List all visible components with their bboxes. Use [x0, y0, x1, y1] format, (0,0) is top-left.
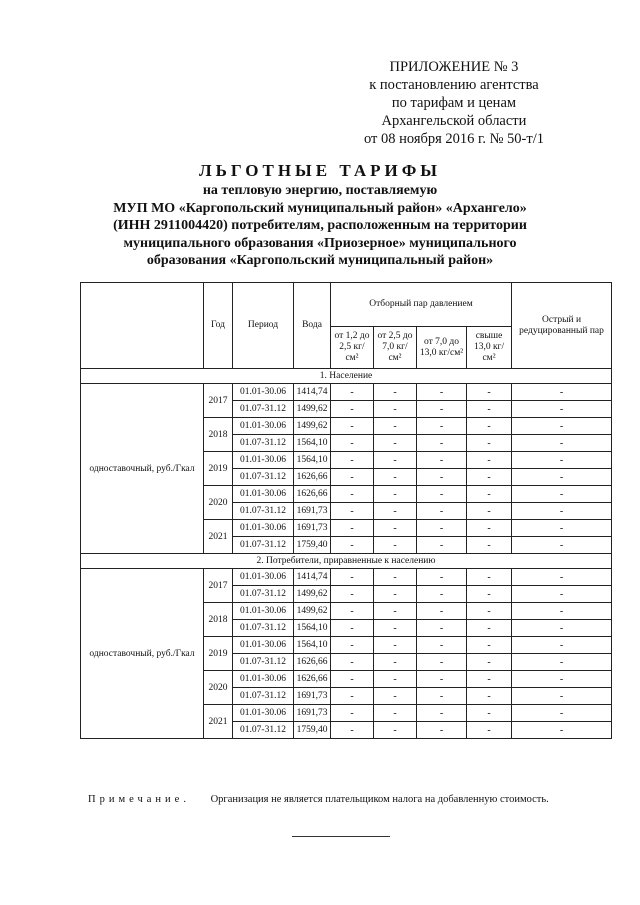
annex-date: от 08 ноября 2016 г. № 50-т/1 — [363, 131, 544, 147]
header-period: Период — [233, 283, 294, 369]
empty-tariff-cell: - — [374, 503, 417, 520]
empty-tariff-cell: - — [331, 452, 374, 469]
empty-tariff-cell: - — [374, 586, 417, 603]
water-tariff-cell: 1691,73 — [294, 503, 331, 520]
empty-tariff-cell: - — [374, 705, 417, 722]
empty-tariff-cell: - — [467, 671, 512, 688]
period-cell: 01.01-30.06 — [233, 603, 294, 620]
year-cell: 2019 — [204, 452, 233, 486]
empty-tariff-cell: - — [374, 418, 417, 435]
annex-line-4: Архангельской области — [381, 113, 527, 129]
period-cell: 01.07-31.12 — [233, 401, 294, 418]
period-cell: 01.01-30.06 — [233, 452, 294, 469]
empty-tariff-cell: - — [331, 586, 374, 603]
water-tariff-cell: 1499,62 — [294, 603, 331, 620]
tariffs-body — [81, 369, 612, 739]
period-cell: 01.01-30.06 — [233, 418, 294, 435]
title-block — [0, 160, 640, 270]
empty-tariff-cell: - — [512, 688, 612, 705]
water-tariff-cell: 1759,40 — [294, 537, 331, 554]
empty-tariff-cell: - — [467, 503, 512, 520]
empty-tariff-cell: - — [417, 620, 467, 637]
table-row — [81, 569, 612, 586]
water-tariff-cell: 1564,10 — [294, 637, 331, 654]
empty-tariff-cell: - — [331, 418, 374, 435]
note-label: Примечание. — [88, 794, 190, 805]
period-cell: 01.07-31.12 — [233, 537, 294, 554]
year-cell: 2021 — [204, 520, 233, 554]
water-tariff-cell: 1626,66 — [294, 469, 331, 486]
header-year: Год — [204, 283, 233, 369]
empty-tariff-cell: - — [417, 722, 467, 739]
empty-tariff-cell: - — [374, 520, 417, 537]
empty-tariff-cell: - — [512, 520, 612, 537]
empty-tariff-cell: - — [331, 688, 374, 705]
empty-tariff-cell: - — [417, 401, 467, 418]
empty-tariff-cell: - — [417, 503, 467, 520]
empty-tariff-cell: - — [331, 435, 374, 452]
empty-tariff-cell: - — [417, 688, 467, 705]
empty-tariff-cell: - — [417, 418, 467, 435]
empty-tariff-cell: - — [467, 384, 512, 401]
water-tariff-cell: 1691,73 — [294, 688, 331, 705]
annex-number: ПРИЛОЖЕНИЕ № 3 — [389, 59, 519, 75]
empty-tariff-cell: - — [331, 603, 374, 620]
section-row — [81, 554, 612, 569]
year-cell: 2018 — [204, 603, 233, 637]
empty-tariff-cell: - — [467, 654, 512, 671]
empty-tariff-cell: - — [374, 722, 417, 739]
year-cell: 2017 — [204, 384, 233, 418]
period-cell: 01.07-31.12 — [233, 722, 294, 739]
water-tariff-cell: 1499,62 — [294, 418, 331, 435]
empty-tariff-cell: - — [467, 537, 512, 554]
empty-tariff-cell: - — [467, 435, 512, 452]
empty-tariff-cell: - — [374, 486, 417, 503]
tariffs-table — [80, 282, 612, 739]
subtitle-line-2: МУП МО «Каргопольский муниципальный район» «Архангело» — [113, 200, 527, 216]
empty-tariff-cell: - — [512, 722, 612, 739]
empty-tariff-cell: - — [374, 569, 417, 586]
period-cell: 01.01-30.06 — [233, 520, 294, 537]
empty-tariff-cell: - — [417, 569, 467, 586]
water-tariff-cell: 1564,10 — [294, 620, 331, 637]
period-cell: 01.01-30.06 — [233, 637, 294, 654]
tariff-type-label: одноставочный, руб./Гкал — [81, 384, 204, 554]
period-cell: 01.07-31.12 — [233, 503, 294, 520]
year-cell: 2019 — [204, 637, 233, 671]
empty-tariff-cell: - — [512, 654, 612, 671]
empty-tariff-cell: - — [467, 620, 512, 637]
empty-tariff-cell: - — [467, 586, 512, 603]
period-cell: 01.01-30.06 — [233, 569, 294, 586]
empty-tariff-cell: - — [512, 603, 612, 620]
empty-tariff-cell: - — [512, 569, 612, 586]
empty-tariff-cell: - — [374, 469, 417, 486]
empty-tariff-cell: - — [331, 503, 374, 520]
empty-tariff-cell: - — [467, 469, 512, 486]
water-tariff-cell: 1414,74 — [294, 569, 331, 586]
header-blank — [81, 283, 204, 369]
empty-tariff-cell: - — [467, 603, 512, 620]
empty-tariff-cell: - — [417, 705, 467, 722]
empty-tariff-cell: - — [374, 452, 417, 469]
tariff-type-label: одноставочный, руб./Гкал — [81, 569, 204, 739]
water-tariff-cell: 1691,73 — [294, 705, 331, 722]
empty-tariff-cell: - — [374, 435, 417, 452]
empty-tariff-cell: - — [417, 671, 467, 688]
section-row — [81, 369, 612, 384]
note-text: Организация не является плательщиком налога на добавленную стоимость. — [210, 794, 549, 805]
empty-tariff-cell: - — [417, 537, 467, 554]
empty-tariff-cell: - — [331, 569, 374, 586]
empty-tariff-cell: - — [374, 401, 417, 418]
empty-tariff-cell: - — [417, 384, 467, 401]
annex-line-2: к постановлению агентства — [369, 77, 539, 93]
divider-line — [292, 836, 390, 837]
period-cell: 01.01-30.06 — [233, 705, 294, 722]
water-tariff-cell: 1499,62 — [294, 586, 331, 603]
section-title: 1. Население — [81, 369, 612, 384]
empty-tariff-cell: - — [331, 401, 374, 418]
empty-tariff-cell: - — [331, 384, 374, 401]
period-cell: 01.07-31.12 — [233, 586, 294, 603]
header-steam-3: от 7,0 до 13,0 кг/см² — [417, 327, 467, 369]
empty-tariff-cell: - — [417, 520, 467, 537]
empty-tariff-cell: - — [374, 688, 417, 705]
period-cell: 01.01-30.06 — [233, 384, 294, 401]
section-title: 2. Потребители, приравненные к населению — [81, 554, 612, 569]
period-cell: 01.07-31.12 — [233, 654, 294, 671]
header-steam-1: от 1,2 до 2,5 кг/см² — [331, 327, 374, 369]
subtitle-line-4: муниципального образования «Приозерное» муниципального — [123, 235, 517, 251]
water-tariff-cell: 1564,10 — [294, 452, 331, 469]
subtitle-line-1: на тепловую энергию, поставляемую — [202, 183, 438, 198]
period-cell: 01.07-31.12 — [233, 620, 294, 637]
empty-tariff-cell: - — [374, 671, 417, 688]
empty-tariff-cell: - — [417, 452, 467, 469]
empty-tariff-cell: - — [331, 620, 374, 637]
empty-tariff-cell: - — [512, 537, 612, 554]
empty-tariff-cell: - — [512, 620, 612, 637]
empty-tariff-cell: - — [467, 705, 512, 722]
empty-tariff-cell: - — [374, 620, 417, 637]
empty-tariff-cell: - — [512, 637, 612, 654]
empty-tariff-cell: - — [467, 637, 512, 654]
empty-tariff-cell: - — [467, 418, 512, 435]
subtitle-line-5: образования «Каргопольский муниципальный район» — [146, 253, 494, 268]
empty-tariff-cell: - — [467, 688, 512, 705]
empty-tariff-cell: - — [467, 569, 512, 586]
header-sharp-steam: Острый и редуцированный пар — [512, 283, 612, 369]
empty-tariff-cell: - — [417, 637, 467, 654]
water-tariff-cell: 1691,73 — [294, 520, 331, 537]
empty-tariff-cell: - — [374, 654, 417, 671]
header-steam-4: свыше 13,0 кг/см² — [467, 327, 512, 369]
period-cell: 01.07-31.12 — [233, 469, 294, 486]
water-tariff-cell: 1499,62 — [294, 401, 331, 418]
table-row — [81, 384, 612, 401]
water-tariff-cell: 1626,66 — [294, 486, 331, 503]
document-title: ЛЬГОТНЫЕ ТАРИФЫ — [198, 161, 442, 180]
empty-tariff-cell: - — [467, 722, 512, 739]
empty-tariff-cell: - — [467, 401, 512, 418]
empty-tariff-cell: - — [417, 435, 467, 452]
period-cell: 01.01-30.06 — [233, 671, 294, 688]
empty-tariff-cell: - — [374, 637, 417, 654]
empty-tariff-cell: - — [374, 384, 417, 401]
year-cell: 2017 — [204, 569, 233, 603]
empty-tariff-cell: - — [512, 469, 612, 486]
empty-tariff-cell: - — [467, 452, 512, 469]
water-tariff-cell: 1759,40 — [294, 722, 331, 739]
empty-tariff-cell: - — [512, 401, 612, 418]
empty-tariff-cell: - — [331, 520, 374, 537]
period-cell: 01.07-31.12 — [233, 435, 294, 452]
empty-tariff-cell: - — [417, 654, 467, 671]
empty-tariff-cell: - — [417, 469, 467, 486]
header-steam-group: Отборный пар давлением — [331, 283, 512, 327]
empty-tariff-cell: - — [374, 603, 417, 620]
note — [88, 794, 549, 805]
annex-line-3: по тарифам и ценам — [391, 95, 517, 111]
year-cell: 2020 — [204, 486, 233, 520]
empty-tariff-cell: - — [417, 586, 467, 603]
empty-tariff-cell: - — [331, 469, 374, 486]
subtitle-line-3: (ИНН 2911004420) потребителям, расположенным на территории — [113, 218, 527, 233]
empty-tariff-cell: - — [331, 722, 374, 739]
empty-tariff-cell: - — [331, 637, 374, 654]
water-tariff-cell: 1564,10 — [294, 435, 331, 452]
year-cell: 2018 — [204, 418, 233, 452]
empty-tariff-cell: - — [374, 537, 417, 554]
empty-tariff-cell: - — [512, 671, 612, 688]
empty-tariff-cell: - — [331, 705, 374, 722]
empty-tariff-cell: - — [331, 486, 374, 503]
empty-tariff-cell: - — [331, 537, 374, 554]
header-water: Вода — [294, 283, 331, 369]
empty-tariff-cell: - — [467, 520, 512, 537]
empty-tariff-cell: - — [331, 671, 374, 688]
year-cell: 2020 — [204, 671, 233, 705]
year-cell: 2021 — [204, 705, 233, 739]
empty-tariff-cell: - — [512, 418, 612, 435]
period-cell: 01.07-31.12 — [233, 688, 294, 705]
header-steam-2: от 2,5 до 7,0 кг/см² — [374, 327, 417, 369]
empty-tariff-cell: - — [331, 654, 374, 671]
period-cell: 01.01-30.06 — [233, 486, 294, 503]
empty-tariff-cell: - — [467, 486, 512, 503]
empty-tariff-cell: - — [512, 452, 612, 469]
empty-tariff-cell: - — [512, 586, 612, 603]
empty-tariff-cell: - — [512, 435, 612, 452]
annex-block — [364, 58, 544, 148]
empty-tariff-cell: - — [512, 486, 612, 503]
water-tariff-cell: 1626,66 — [294, 654, 331, 671]
empty-tariff-cell: - — [512, 705, 612, 722]
empty-tariff-cell: - — [417, 603, 467, 620]
empty-tariff-cell: - — [417, 486, 467, 503]
empty-tariff-cell: - — [512, 384, 612, 401]
empty-tariff-cell: - — [512, 503, 612, 520]
water-tariff-cell: 1414,74 — [294, 384, 331, 401]
water-tariff-cell: 1626,66 — [294, 671, 331, 688]
